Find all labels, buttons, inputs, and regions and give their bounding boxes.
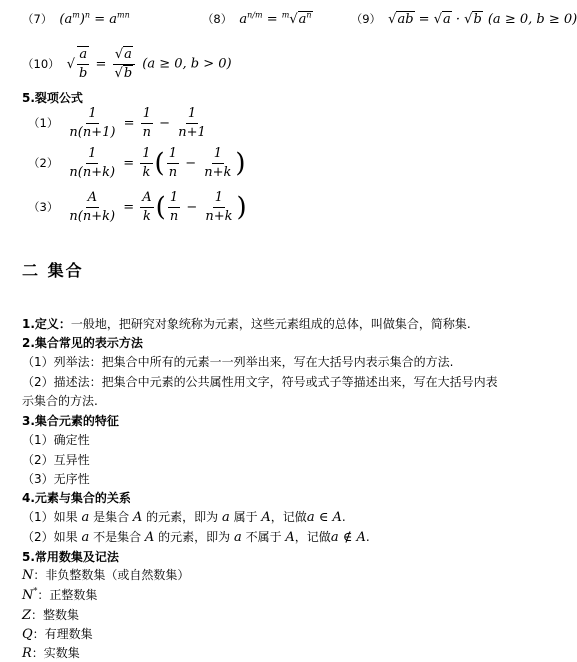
split-formula-1: （1） $\frac{1}{n(n+1)}$ = $\frac{1}{n}$ − $\frac{1}{n+1}$ — [28, 106, 206, 140]
text: 不是集合 — [93, 530, 142, 544]
item-number: （2） — [28, 156, 59, 170]
section-title: 5.常用数集及记法 — [22, 550, 119, 564]
item-number: （10） — [22, 56, 60, 71]
list-item — [22, 586, 97, 603]
text: 是集合 — [93, 510, 130, 524]
text: 属于 — [233, 510, 258, 524]
formula-condition: (a ≥ 0, b > 0) — [142, 56, 232, 72]
list-item: （1）如果 a 是集合 A 的元素，即为 a 属于 A，记做a ∈ A. — [22, 510, 346, 525]
text: ：实数集 — [31, 646, 80, 660]
list-item: （2）描述法：把集合中元素的公共属性用文字，符号或式子等描述出来，写在大括号内表 — [22, 375, 498, 389]
set-symbol-Q: Q — [22, 627, 33, 642]
section-title: 5.裂项公式 — [22, 91, 83, 105]
text: ，记做 — [270, 510, 307, 524]
item-number: （1） — [28, 116, 59, 130]
item-number: （9） — [350, 12, 382, 26]
set-symbol-Z: Z — [22, 608, 32, 623]
section-title: 4.元素与集合的关系 — [22, 491, 131, 505]
definition-line — [22, 315, 471, 332]
list-item: （3）无序性 — [22, 472, 90, 486]
definition-label: 1.定义： — [22, 317, 71, 331]
set-symbol-N: N — [22, 568, 34, 583]
formula-root-quotient: √ $\frac{a}{b}$ = $\frac{√a}{√b}$ — [67, 57, 137, 72]
set-symbol-R: R — [22, 646, 32, 661]
chapter-title: 二 集合 — [22, 261, 84, 280]
list-item — [22, 644, 80, 661]
item-number: （3） — [28, 200, 59, 214]
definition-text: 一般地，把研究对象统称为元素，这些元素组成的总体，叫做集合，简称集. — [70, 317, 471, 331]
list-item: （2）如果 a 不是集合 A 的元素，即为 a 不属于 A，记做a ∉ A. — [22, 530, 370, 545]
text: （2）如果 — [22, 530, 78, 544]
formula-row-10 — [22, 46, 232, 82]
text: （1）如果 — [22, 510, 78, 524]
list-item — [22, 606, 79, 623]
list-item: （2）互异性 — [22, 453, 90, 467]
split-formula-3: （3） $\frac{A}{n(n+k)}$ = $\frac{A}{k}$ ( $\frac{1}{n}$ − $\frac{1}{n+k}$ ) — [28, 190, 247, 224]
section-title: 3.集合元素的特征 — [22, 414, 119, 428]
text: ：正整数集 — [37, 588, 98, 602]
item-number: （7） — [22, 12, 53, 26]
section-title: 2.集合常见的表示方法 — [22, 336, 143, 350]
item-number: （8） — [201, 12, 233, 26]
formula-row-7-9 — [22, 8, 577, 27]
text: 的元素，即为 — [146, 510, 219, 524]
formula-fractional-exponent: $a^{n/m} = ^m√a^n$ — [239, 10, 312, 27]
text: ：非负整数集（或自然数集） — [33, 568, 190, 582]
formula-power-of-power: $(a^m)^n = a^{mn}$ — [59, 10, 130, 27]
list-item: （1）确定性 — [22, 433, 90, 447]
text: 的元素，即为 — [158, 530, 231, 544]
formula-root-product: √ab = √a · √b — [388, 12, 482, 27]
text: ：有理数集 — [32, 627, 93, 641]
split-formula-2: （2） $\frac{1}{n(n+k)}$ = $\frac{1}{k}$ ( $\frac{1}{n}$ − $\frac{1}{n+k}$ ) — [28, 146, 246, 180]
list-item: 示集合的方法. — [22, 394, 98, 408]
list-item — [22, 566, 189, 583]
list-item — [22, 625, 93, 642]
text: 不属于 — [245, 530, 282, 544]
text: ，记做 — [294, 530, 331, 544]
chapter-heading — [22, 258, 84, 281]
formula-condition: (a ≥ 0, b ≥ 0) — [487, 12, 577, 27]
set-symbol-Nstar: N* — [22, 586, 38, 603]
text: ：整数集 — [31, 608, 80, 622]
list-item: （1）列举法：把集合中所有的元素一一列举出来，写在大括号内表示集合的方法. — [22, 355, 454, 369]
